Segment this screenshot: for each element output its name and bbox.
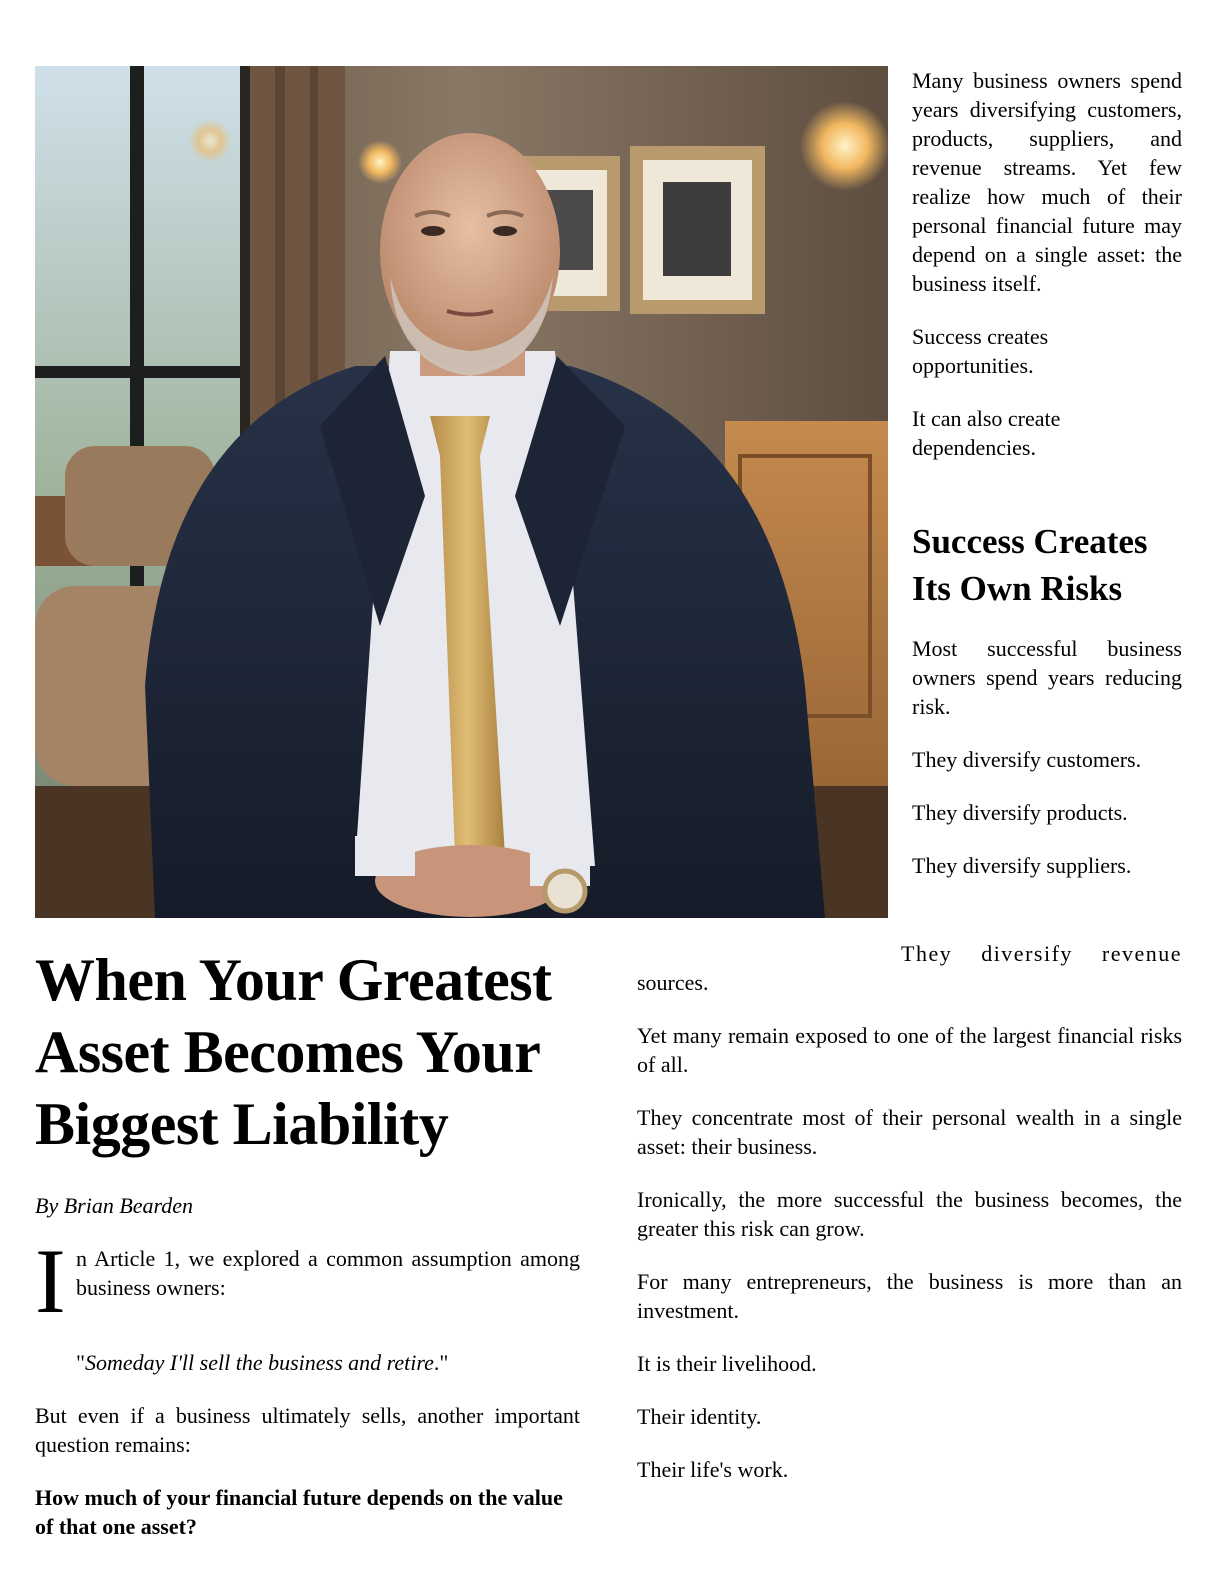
right-paragraph-identity: Their identity. <box>637 1404 762 1429</box>
portrait-illustration <box>35 66 888 918</box>
article-headline: When Your Greatest Asset Becomes Your Biggest Liability <box>35 947 552 1157</box>
right-paragraph-entrepreneurs: For many entrepreneurs, the business is more than an investment. <box>637 1269 1182 1323</box>
section-heading: Success Creates Its Own Risks <box>912 522 1148 608</box>
side-paragraph-reducing-risk: Most successful business owners spend years reducing risk. <box>912 636 1182 719</box>
lead-paragraph-text: n Article 1, we explored a common assumption among business owners: <box>76 1246 580 1300</box>
side-paragraph-customers: They diversify customers. <box>912 747 1142 772</box>
author-portrait-photo <box>35 66 888 918</box>
quote-close-mark: ." <box>433 1350 449 1375</box>
side-intro-paragraph: Many business owners spend years diversifying customers, products, suppliers, and revenue streams. Yet few realize how much of their personal financial future may depend on a single asset: the business itself. <box>912 68 1182 296</box>
carry-over-line: They diversify revenue <box>901 941 1182 966</box>
lead-paragraph <box>35 1230 580 1332</box>
drop-cap: I <box>35 1230 66 1332</box>
right-paragraph-exposed: Yet many remain exposed to one of the largest financial risks of all. <box>637 1023 1182 1077</box>
side-paragraph-success: Success creates opportunities. <box>912 324 1049 378</box>
right-paragraph-life-work: Their life's work. <box>637 1457 789 1482</box>
right-column <box>637 968 1182 1508</box>
quote-text: Someday I'll sell the business and retire <box>84 1350 434 1375</box>
article-paragraph-question-intro: But even if a business ultimately sells, another important question remains: <box>35 1403 580 1457</box>
right-paragraph-sources: sources. <box>637 970 709 995</box>
key-question: How much of your financial future depends on the value of that one asset? <box>35 1485 563 1539</box>
side-paragraph-suppliers: They diversify suppliers. <box>912 853 1132 878</box>
pull-quote <box>76 1348 580 1377</box>
side-paragraph-dependencies: It can also create dependencies. <box>912 406 1061 460</box>
quote-open-mark: " <box>76 1350 85 1375</box>
side-paragraph-products: They diversify products. <box>912 800 1128 825</box>
article-byline: By Brian Bearden <box>35 1193 194 1218</box>
right-paragraph-concentrate: They concentrate most of their personal wealth in a single asset: their business. <box>637 1105 1182 1159</box>
left-column <box>35 1230 580 1541</box>
side-column <box>912 66 1182 904</box>
right-paragraph-livelihood: It is their livelihood. <box>637 1351 817 1376</box>
right-paragraph-ironically: Ironically, the more successful the business becomes, the greater this risk can grow. <box>637 1187 1182 1241</box>
